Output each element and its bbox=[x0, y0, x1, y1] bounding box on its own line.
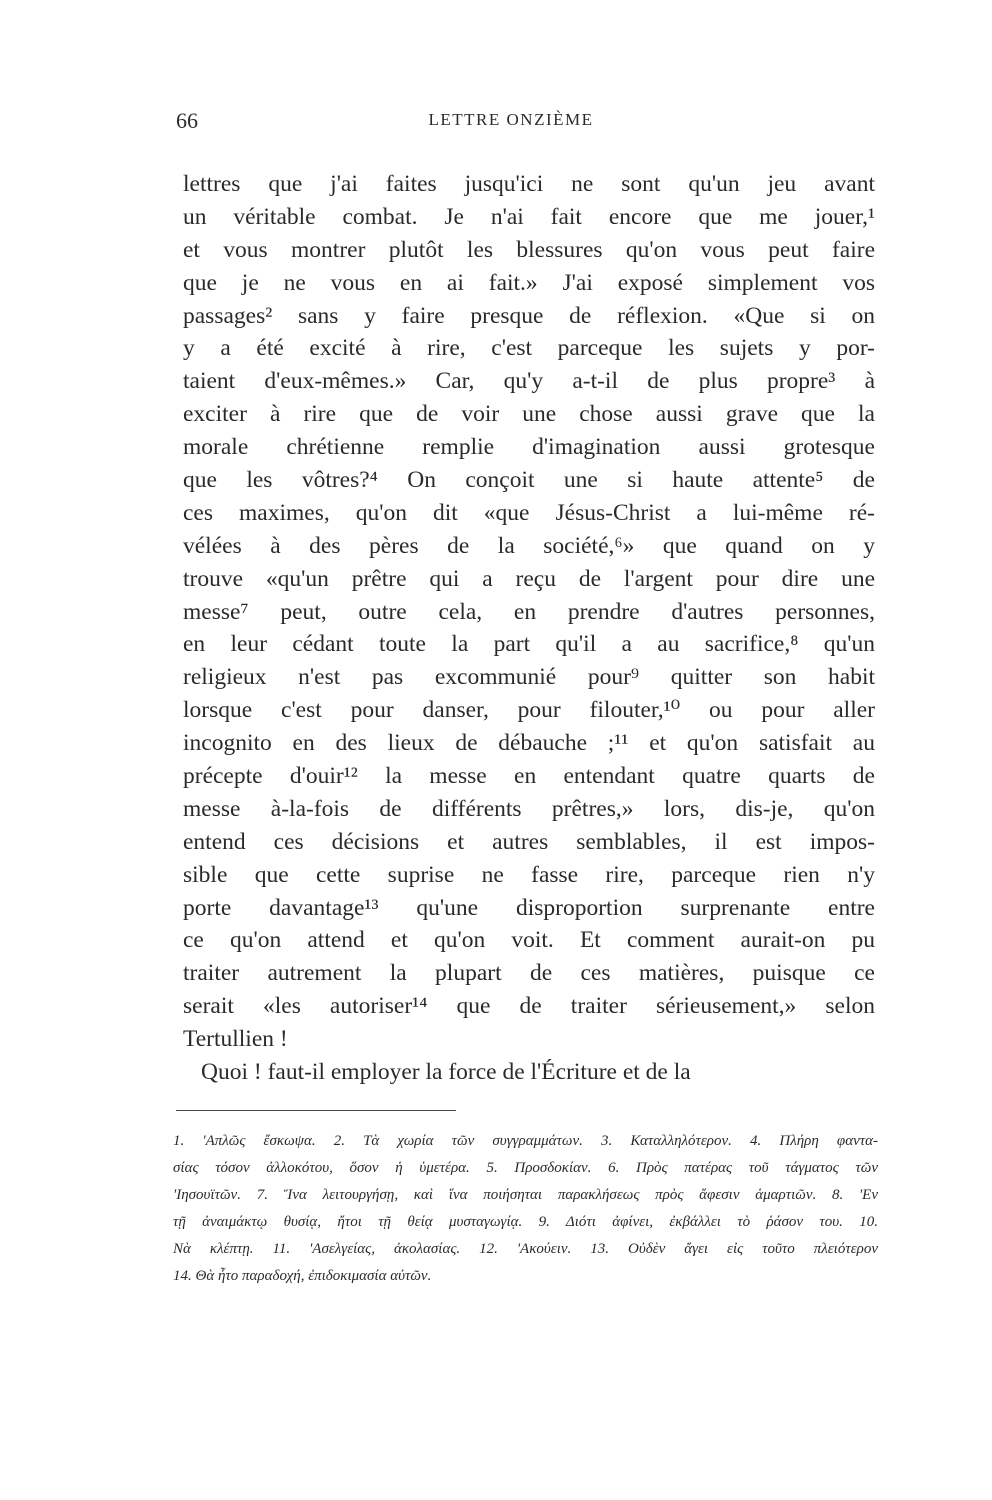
footnote-line: σίας τόσον ἀλλοκότου, ὅσον ἡ ὑμετέρα. 5. Προσδοκίαν. 6. Πρὸς πατέρας τοῦ τάγματος τῶν bbox=[173, 1160, 878, 1176]
body-line: incognito en des lieux de débauche ;¹¹ et qu'on satisfait au bbox=[183, 730, 875, 757]
body-line: ces maximes, qu'on dit «que Jésus-Christ a lui-même ré- bbox=[183, 499, 875, 526]
body-line: porte davantage¹³ qu'une disproportion surprenante entre bbox=[183, 894, 875, 921]
body-line: Quoi ! faut-il employer la force de l'Écriture et de la bbox=[201, 1059, 691, 1086]
body-line: messe à-la-fois de différents prêtres,» lors, dis-je, qu'on bbox=[183, 795, 875, 822]
running-head: LETTRE ONZIÈME bbox=[428, 110, 594, 129]
body-line: taient d'eux-mêmes.» Car, qu'y a-t-il de plus propre³ à bbox=[183, 368, 875, 395]
footnote-line: 14. Θὰ ἦτο παραδοχή, ἐπιδοκιμασία αὐτῶν. bbox=[173, 1268, 432, 1284]
body-line: que les vôtres?⁴ On conçoit une si haute attente⁵ de bbox=[183, 467, 875, 494]
body-line: messe⁷ peut, outre cela, en prendre d'autres personnes, bbox=[183, 598, 875, 625]
body-line: entend ces décisions et autres semblables, il est impos- bbox=[183, 828, 875, 855]
footnote-rule bbox=[176, 1110, 456, 1111]
body-line: religieux n'est pas excommunié pour⁹ quitter son habit bbox=[183, 664, 875, 691]
body-line: en leur cédant toute la part qu'il a au sacrifice,⁸ qu'un bbox=[183, 631, 875, 658]
body-line: y a été excité à rire, c'est parceque les sujets y por- bbox=[183, 335, 875, 362]
body-line: un véritable combat. Je n'ai fait encore que me jouer,¹ bbox=[183, 203, 875, 230]
footnote-line: τῇ ἀναιμάκτῳ θυσίᾳ, ἤτοι τῇ θείᾳ μυσταγωγίᾳ. 9. Διότι ἀφίνει, ἐκβάλλει τὸ ῥάσον του. 10. bbox=[173, 1214, 878, 1230]
body-line: passages² sans y faire presque de réflexion. «Que si on bbox=[183, 302, 875, 329]
body-line: morale chrétienne remplie d'imagination aussi grotesque bbox=[183, 434, 875, 461]
body-line: lettres que j'ai faites jusqu'ici ne sont qu'un jeu avant bbox=[183, 171, 875, 197]
body-line: trouve «qu'un prêtre qui a reçu de l'argent pour dire une bbox=[183, 565, 875, 592]
body-line: serait «les autoriser¹⁴ que de traiter sérieusement,» selon bbox=[183, 993, 875, 1020]
footnotes bbox=[173, 1128, 878, 1290]
body-line: vélées à des pères de la société,⁶» que quand on y bbox=[183, 532, 875, 559]
page-number: 66 bbox=[176, 108, 198, 133]
body-line: précepte d'ouir¹² la messe en entendant quatre quarts de bbox=[183, 763, 875, 790]
footnote-line: Νὰ κλέπτῃ. 11. 'Ασελγείας, ἀκολασίας. 12. 'Ακούειν. 13. Οὐδὲν ἄγει εἰς τοῦτο πλειότερον bbox=[173, 1241, 878, 1257]
body-line: et vous montrer plutôt les blessures qu'on vous peut faire bbox=[183, 236, 875, 263]
body-line: exciter à rire que de voir une chose aussi grave que la bbox=[183, 401, 875, 428]
body-text bbox=[183, 168, 875, 1089]
body-line: traiter autrement la plupart de ces matières, puisque ce bbox=[183, 960, 875, 987]
body-line: sible que cette suprise ne fasse rire, parceque rien n'y bbox=[183, 861, 875, 888]
footnote-line: 'Ιησουϊτῶν. 7. Ἵνα λειτουργήσῃ, καὶ ἵνα ποιήσηται παρακλήσεως πρὸς ἄφεσιν ἁμαρτιῶν. 8. 'Εν bbox=[173, 1187, 878, 1203]
body-line: Tertullien ! bbox=[183, 1026, 288, 1053]
body-line: que je ne vous en ai fait.» J'ai exposé simplement vos bbox=[183, 269, 875, 296]
body-line: ce qu'on attend et qu'on voit. Et comment aurait-on pu bbox=[183, 927, 875, 954]
footnote-line: 1. 'Απλῶς ἔσκωψα. 2. Τὰ χωρία τῶν συγγραμμάτων. 3. Καταλληλότερον. 4. Πλήρη φαντα- bbox=[173, 1133, 878, 1149]
body-line: lorsque c'est pour danser, pour filouter,¹⁰ ou pour aller bbox=[183, 697, 875, 724]
